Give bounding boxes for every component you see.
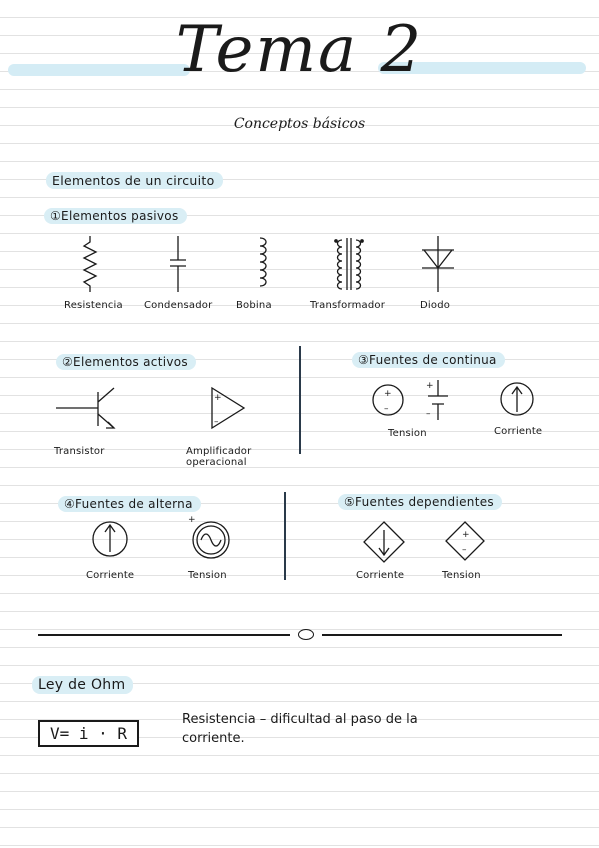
- svg-text:–: –: [214, 417, 219, 427]
- transformer-icon: [334, 236, 364, 292]
- svg-text:+: +: [214, 393, 222, 403]
- label-bobina: Bobina: [236, 300, 272, 311]
- label-ac-corriente: Corriente: [86, 570, 135, 581]
- label-dep-corriente: Corriente: [356, 570, 405, 581]
- inductor-icon: [252, 236, 272, 292]
- diode-icon: [418, 236, 458, 292]
- ac-voltage-source-icon: [186, 514, 232, 560]
- label-ac-tension: Tension: [188, 570, 227, 581]
- label-dc-tension: Tension: [388, 428, 427, 439]
- column-divider-top: [299, 346, 301, 454]
- label-amplificador: Amplificador operacional: [186, 446, 252, 468]
- svg-text:+: +: [426, 381, 434, 391]
- dc-current-source-icon: [500, 382, 536, 418]
- page-subtitle: Conceptos básicos: [233, 116, 366, 132]
- ohm-description: Resistencia – dificultad al paso de la corriente.: [182, 712, 418, 746]
- svg-text:–: –: [462, 545, 467, 555]
- section-heading-dependent-sources: ⑤Fuentes dependientes: [338, 494, 502, 510]
- capacitor-icon: [168, 236, 188, 292]
- resistor-icon: [80, 236, 100, 292]
- column-divider-bottom: [284, 492, 286, 580]
- svg-text:+: +: [384, 389, 392, 399]
- separator-line-right: [322, 634, 562, 636]
- label-dep-tension: Tension: [442, 570, 481, 581]
- label-transistor: Transistor: [54, 446, 105, 457]
- transistor-icon: [56, 384, 116, 434]
- page-title: Tema 2: [175, 13, 424, 87]
- svg-text:+: +: [462, 530, 470, 540]
- section-heading-ac-sources: ④Fuentes de alterna: [58, 496, 201, 512]
- section-heading-active: ②Elementos activos: [56, 354, 196, 370]
- separator-circle: [298, 629, 314, 640]
- svg-text:–: –: [426, 409, 431, 419]
- ac-current-source-icon: [92, 520, 130, 558]
- separator-line-left: [38, 634, 290, 636]
- section-heading-dc-sources: ③Fuentes de continua: [352, 352, 505, 368]
- section-heading-ohm: Ley de Ohm: [32, 676, 133, 694]
- label-dc-corriente: Corriente: [494, 426, 543, 437]
- svg-text:–: –: [384, 404, 389, 414]
- label-transformador: Transformador: [310, 300, 386, 311]
- op-amp-icon: [208, 386, 248, 432]
- section-heading-passive: ①Elementos pasivos: [44, 208, 187, 224]
- section-heading-circuit-elements: Elementos de un circuito: [46, 172, 223, 189]
- battery-icon: [426, 380, 450, 420]
- dc-voltage-source-icon: [372, 384, 408, 420]
- ohm-formula: V= i · R: [38, 720, 139, 747]
- svg-text:+: +: [188, 515, 196, 525]
- dependent-current-source-icon: [362, 520, 406, 564]
- dependent-voltage-source-icon: [444, 520, 486, 562]
- label-resistencia: Resistencia: [64, 300, 123, 311]
- label-condensador: Condensador: [144, 300, 213, 311]
- label-diodo: Diodo: [420, 300, 451, 311]
